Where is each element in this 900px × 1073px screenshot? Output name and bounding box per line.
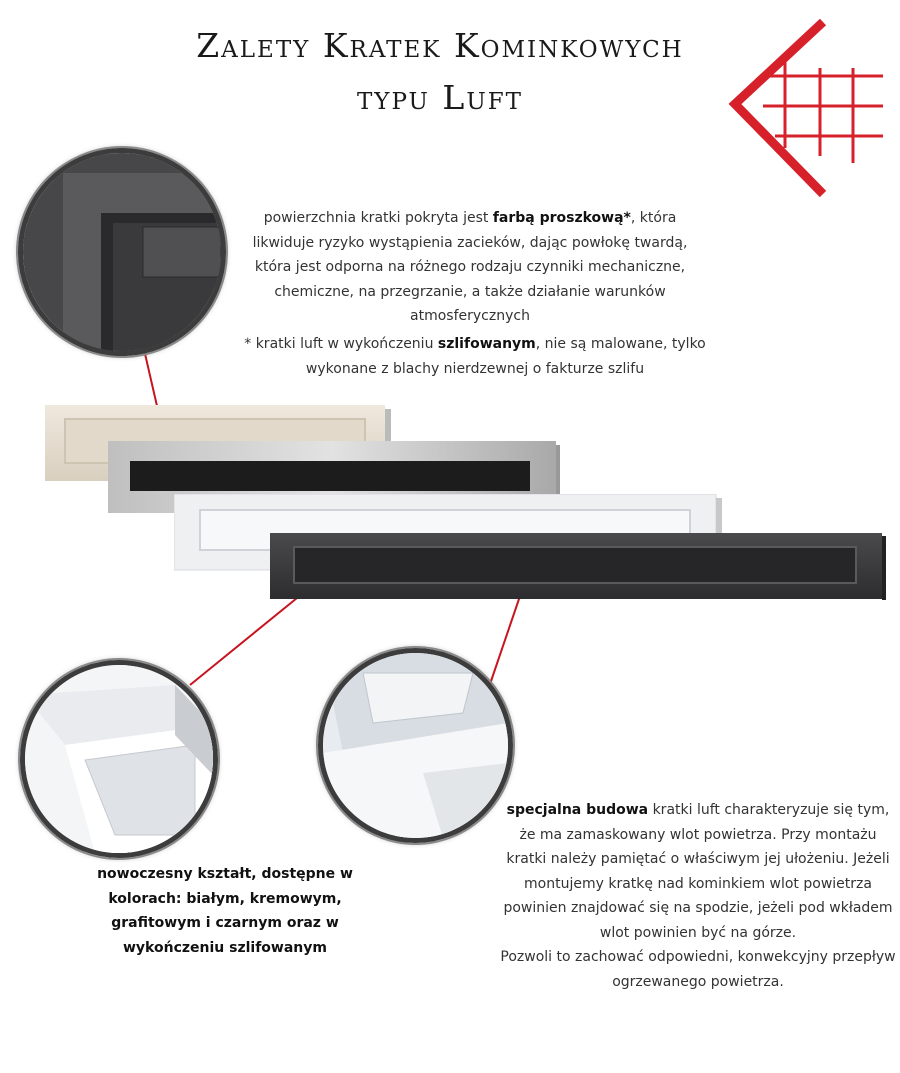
brushed-note-bold: szlifowanym: [437, 336, 536, 352]
detail-circle-air-inlet: [318, 648, 513, 843]
modern-shape-description: nowoczesny kształt, dostępne w kolorach: białym, kremowym, grafitowym i czarnym oraz w wykończeniu szlifowanym: [97, 866, 353, 956]
convection-note: Pozwoli to zachować odpowiedni, konwekcyjny przepływ ogrzewanego powietrza.: [500, 949, 896, 990]
powder-coating-bold: farbą proszkową*: [492, 210, 631, 226]
brushed-note-pre: * kratki luft w wykończeniu: [244, 336, 438, 352]
page-title-line2: typu Luft: [356, 78, 524, 117]
page-title-line1: Zalety Kratek Kominkowych: [196, 26, 684, 65]
detail-circle-powder-coat: [18, 148, 226, 356]
detail-circle-modern-shape: [20, 660, 218, 858]
vent-grille-graphite: [270, 533, 886, 603]
special-construction-description: [498, 798, 898, 994]
special-construction-bold: specjalna budowa: [506, 802, 649, 818]
powder-coating-description: [235, 206, 705, 329]
powder-coating-post: , która likwiduje ryzyko wystąpienia zacieków, dając powłokę twardą, która jest odporna na różnego rodzaju czynniki mechaniczne, chemiczne, na przegrzanie, a także działanie warunków atmosferycznych: [252, 210, 688, 324]
special-construction-text: kratki luft charakteryzuje się tym, że ma zamaskowany wlot powietrza. Przy montażu kratki należy pamiętać o właściwym jej ułożeniu. Jeżeli montujemy kratkę nad kominkiem wlot powietrza powinien znajdować się na spodzie, jeżeli pod wkładem wlot powinien być na górze.: [503, 802, 893, 941]
powder-coating-pre: powierzchnia kratki pokryta jest: [263, 210, 493, 226]
brushed-finish-note: [230, 332, 720, 381]
brushed-note-post: , nie są malowane, tylko wykonane z blachy nierdzewnej o fakturze szlifu: [305, 336, 706, 377]
